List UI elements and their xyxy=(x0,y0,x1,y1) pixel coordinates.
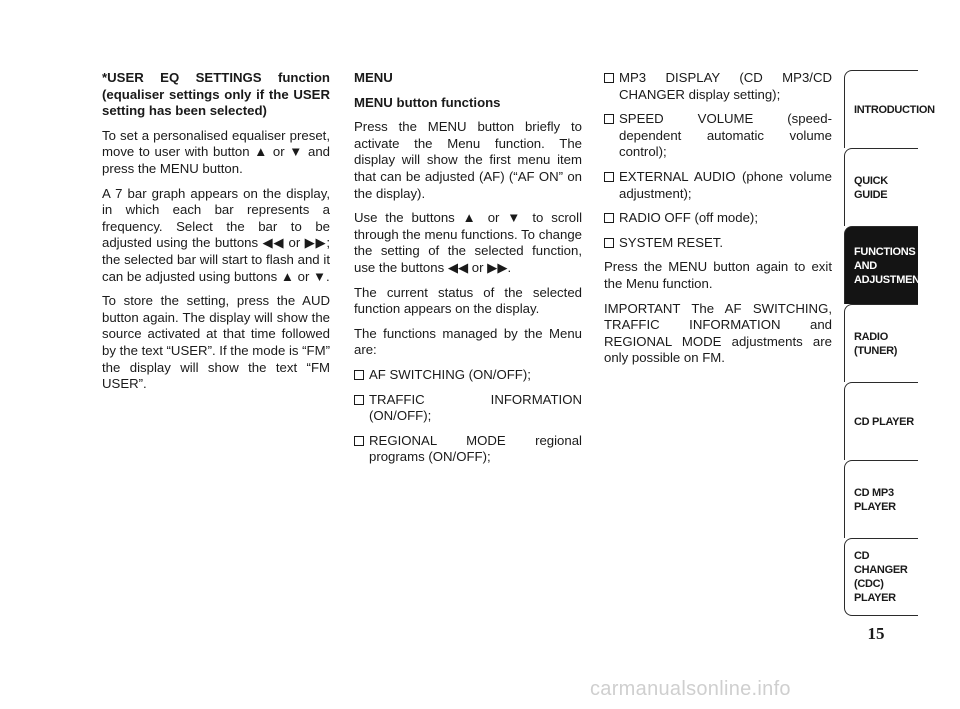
tab-label: RADIO (TUNER) xyxy=(854,330,898,357)
tab-label: CD MP3 PLAYER xyxy=(854,486,896,513)
tab-label: CD PLAYER xyxy=(854,415,914,428)
user-eq-heading: *USER EQ SETTINGS function (equaliser settings only if the USER setting has been selected) xyxy=(102,70,330,119)
column-middle xyxy=(354,70,582,474)
checkbox-bullet-icon xyxy=(604,73,614,83)
tab-label: INTRODUCTION xyxy=(854,103,935,116)
tab-label: FUNCTIONS AND ADJUSTMENTS xyxy=(854,245,934,286)
column-right xyxy=(604,70,832,375)
paragraph: To set a personalised equaliser preset, move to user with button ▲ or ▼ and press the MENU button. xyxy=(102,127,330,176)
checkbox-bullet-icon xyxy=(604,172,614,182)
paragraph: Press the MENU button briefly to activate the Menu function. The display will show the first menu item that can be adjusted (AF) (“AF ON” on the display). xyxy=(354,119,582,201)
paragraph: A 7 bar graph appears on the display, in which each bar represents a frequency. Select the bar to be adjusted using the buttons ◀◀ or ▶▶; the selected bar will start to flash and it can be adjusted using buttons ▲ or ▼. xyxy=(102,185,330,284)
tab-label: QUICK GUIDE xyxy=(854,174,888,201)
tab-introduction[interactable] xyxy=(844,70,935,148)
checkbox-bullet-icon xyxy=(354,395,364,405)
list-item: EXTERNAL AUDIO (phone volume adjustment); xyxy=(604,169,832,202)
checkbox-bullet-icon xyxy=(604,213,614,223)
list-item: RADIO OFF (off mode); xyxy=(604,210,832,227)
tab-label: CD CHANGER (CDC) PLAYER xyxy=(854,550,908,604)
tab-quick-guide[interactable] xyxy=(844,148,918,226)
list-item: MP3 DISPLAY (CD MP3/CD CHANGER display setting); xyxy=(604,70,832,103)
paragraph: The functions managed by the Menu are: xyxy=(354,325,582,358)
checkbox-bullet-icon xyxy=(354,370,364,380)
paragraph: Press the MENU button again to exit the Menu function. xyxy=(604,259,832,291)
list-item: TRAFFIC INFORMATION (ON/OFF); xyxy=(354,392,582,425)
list-item: SPEED VOLUME (speed-dependent automatic volume control); xyxy=(604,111,832,161)
column-left xyxy=(102,70,330,401)
menu-section-title: MENU xyxy=(354,70,393,85)
checkbox-bullet-icon xyxy=(604,238,614,248)
tab-cd-player[interactable] xyxy=(844,382,918,460)
list-item: SYSTEM RESET. xyxy=(604,235,832,252)
watermark: carmanualsonline.info xyxy=(590,678,791,700)
important-note: IMPORTANT The AF SWITCHING, TRAFFIC INFORMATION and REGIONAL MODE adjustments are only possible on FM. xyxy=(604,300,832,366)
menu-function-list xyxy=(354,367,582,466)
list-item: REGIONAL MODE regional programs (ON/OFF); xyxy=(354,433,582,466)
paragraph: The current status of the selected function appears on the display. xyxy=(354,284,582,317)
checkbox-bullet-icon xyxy=(604,114,614,124)
tab-cd-changer-cdc-player[interactable] xyxy=(844,538,918,616)
list-item: AF SWITCHING (ON/OFF); xyxy=(354,367,582,384)
menu-subheading: MENU button functions xyxy=(354,94,501,110)
tab-cd-mp3-player[interactable] xyxy=(844,460,918,538)
paragraph: Use the buttons ▲ or ▼ to scroll through the menu functions. To change the setting of the selected function, use the buttons ◀◀ or ▶▶. xyxy=(354,210,582,275)
page-number: 15 xyxy=(867,624,885,643)
checkbox-bullet-icon xyxy=(354,436,364,446)
section-tabs xyxy=(844,70,935,616)
tab-functions-and-adjustments[interactable] xyxy=(844,226,934,304)
tab-radio-tuner[interactable] xyxy=(844,304,918,382)
paragraph: To store the setting, press the AUD button again. The display will show the source activated at that time followed by the text “USER”. If the mode is “FM” the display will show the text “FM USER”. xyxy=(102,293,330,392)
menu-function-list-continued xyxy=(604,70,832,251)
